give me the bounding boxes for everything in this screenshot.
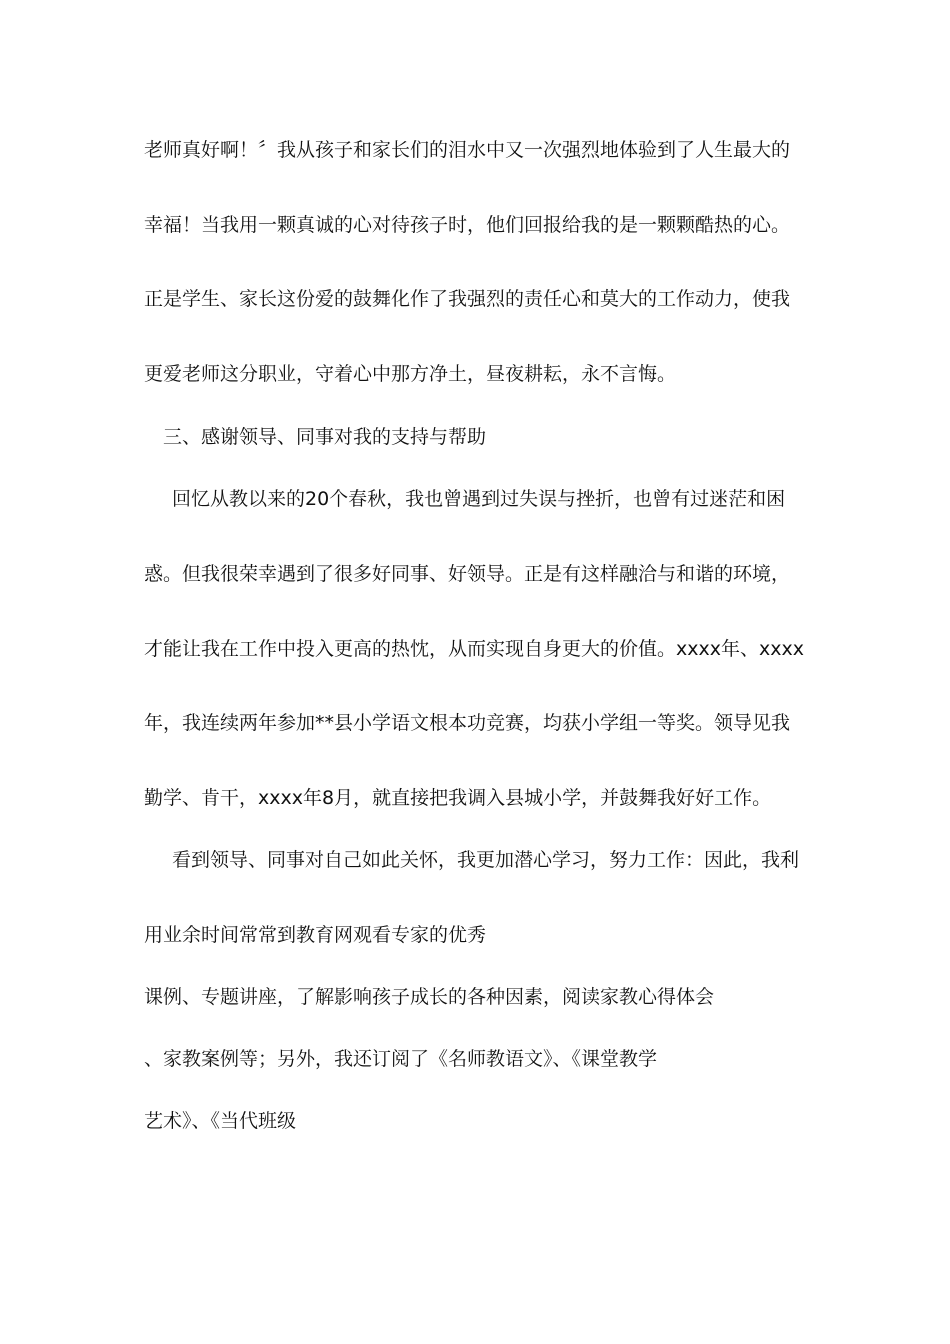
paragraph-line-7: 才能让我在工作中投入更高的热忱，从而实现自身更大的价值。xxxx年、xxxx [144, 638, 804, 660]
paragraph-line-8: 年，我连续两年参加**县小学语文根本功竞赛，均获小学组一等奖。领导见我 [144, 712, 791, 734]
paragraph-line-5: 回忆从教以来的20个春秋，我也曾遇到过失误与挫折，也曾有过迷茫和困 [172, 488, 786, 510]
paragraph-line-4: 更爱老师这分职业，守着心中那方净土，昼夜耕耘，永不言悔。 [144, 363, 677, 385]
paragraph-line-6: 惑。但我很荣幸遇到了很多好同事、好领导。正是有这样融洽与和谐的环境， [144, 563, 791, 585]
paragraph-line-2: 幸福！当我用一颗真诚的心对待孩子时，他们回报给我的是一颗颗酷热的心。 [144, 214, 791, 236]
paragraph-line-10: 看到领导、同事对自己如此关怀，我更加潜心学习，努力工作：因此，我利 [172, 849, 800, 871]
paragraph-line-11: 用业余时间常常到教育网观看专家的优秀 [144, 924, 487, 946]
paragraph-line-9: 勤学、肯干，xxxx年8月，就直接把我调入县城小学，并鼓舞我好好工作。 [144, 787, 772, 809]
section-heading: 三、感谢领导、同事对我的支持与帮助 [163, 426, 487, 448]
paragraph-line-12: 课例、专题讲座，了解影响孩子成长的各种因素，阅读家教心得体会 [144, 986, 715, 1008]
paragraph-line-1: 老师真好啊！〞我从孩子和家长们的泪水中又一次强烈地体验到了人生最大的 [144, 139, 791, 161]
paragraph-line-13: 、家教案例等；另外，我还订阅了《名师教语文》、《课堂教学 [144, 1048, 658, 1070]
paragraph-line-14: 艺术》、《当代班级 [144, 1110, 297, 1132]
paragraph-line-3: 正是学生、家长这份爱的鼓舞化作了我强烈的责任心和莫大的工作动力，使我 [144, 288, 791, 310]
